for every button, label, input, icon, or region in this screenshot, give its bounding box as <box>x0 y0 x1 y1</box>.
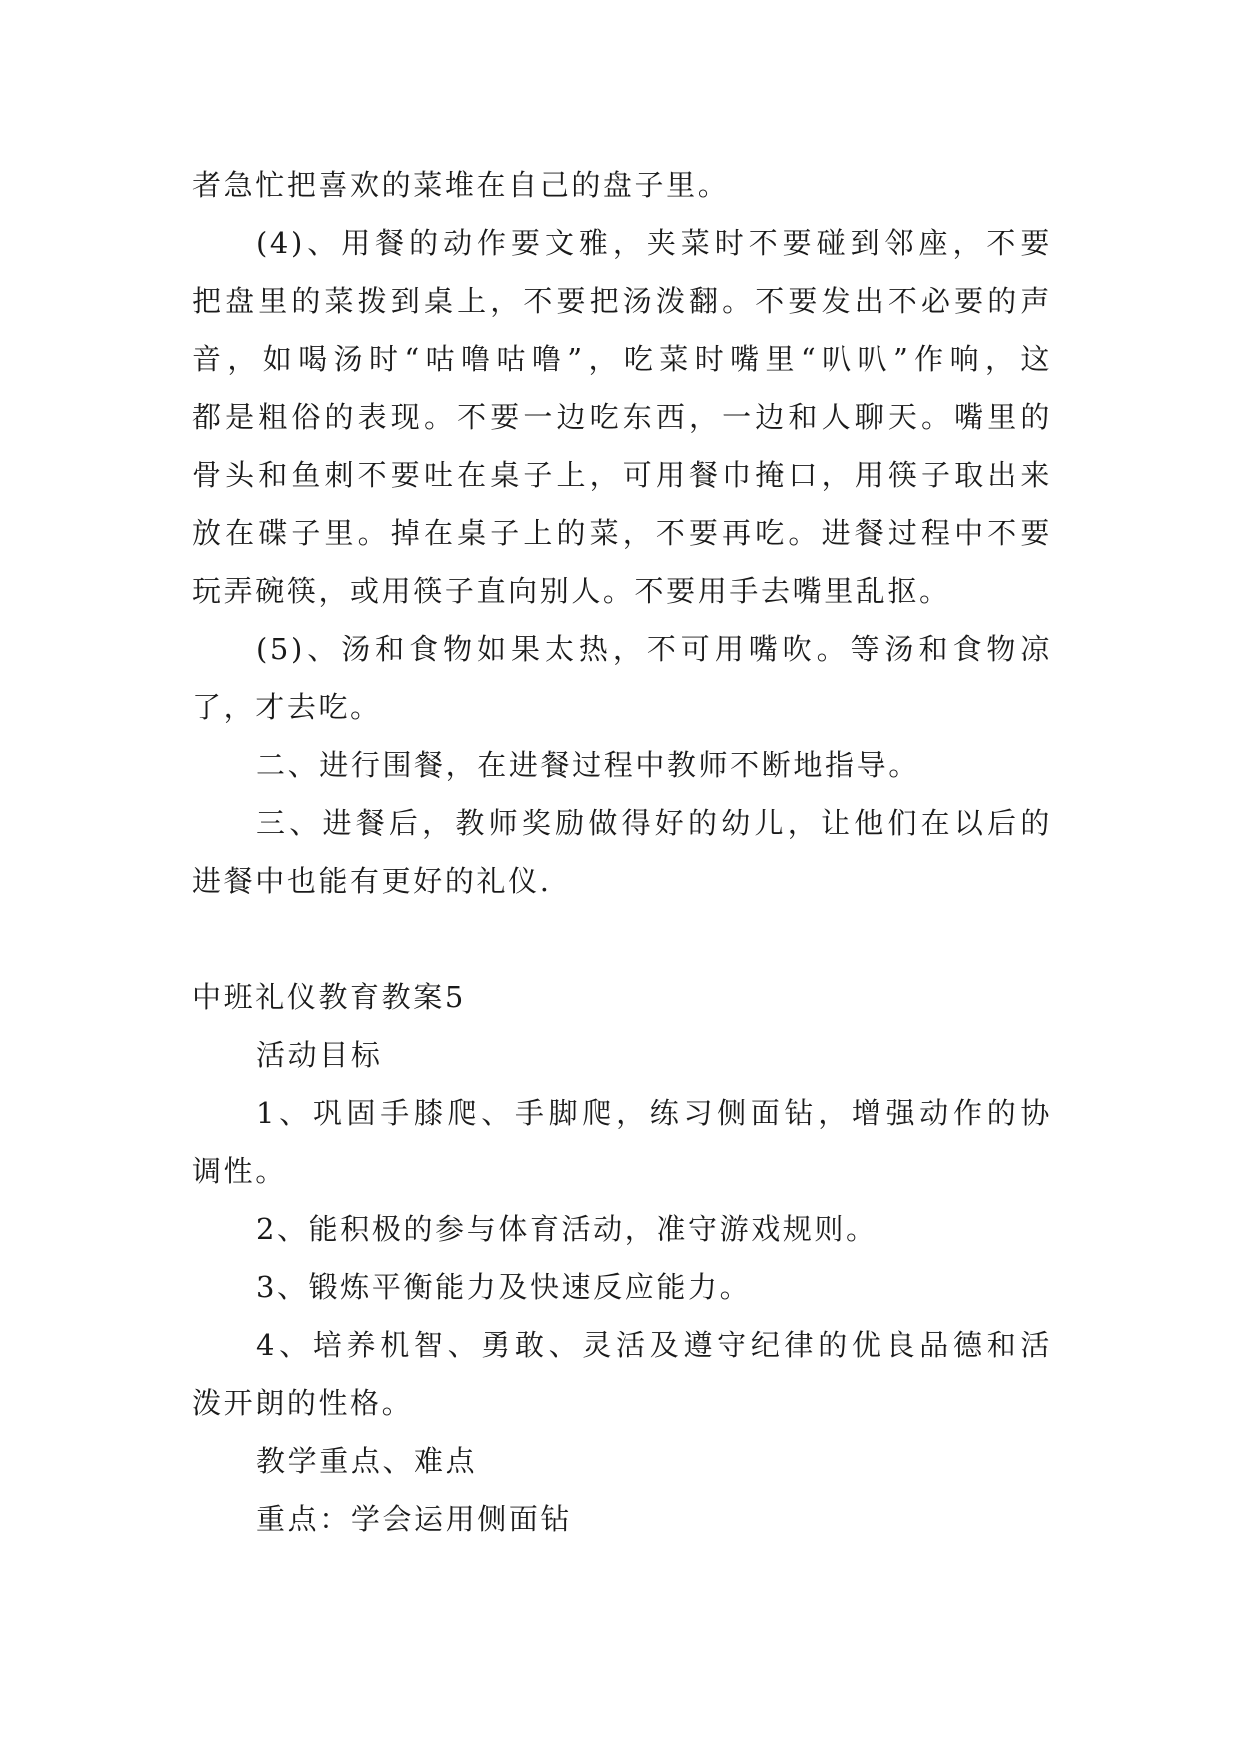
text-line: 二、进行围餐，在进餐过程中教师不断地指导。 <box>256 748 920 782</box>
text-line: 者急忙把喜欢的菜堆在自己的盘子里。 <box>192 168 730 202</box>
text-line: (5)、汤和食物如果太热，不可用嘴吹。等汤和食物凉 <box>256 632 1052 666</box>
text-line: 2、能积极的参与体育活动，准守游戏规则。 <box>256 1212 878 1246</box>
text-line: 1、巩固手膝爬、手脚爬，练习侧面钻，增强动作的协 <box>256 1096 1052 1130</box>
text-line: 3、锻炼平衡能力及快速反应能力。 <box>256 1270 752 1304</box>
subheading: 活动目标 <box>256 1038 383 1072</box>
text-line: 重点：学会运用侧面钻 <box>256 1502 573 1536</box>
text-line: 了，才去吃。 <box>192 690 382 724</box>
text-line: 把盘里的菜拨到桌上，不要把汤泼翻。不要发出不必要的声 <box>192 284 1052 318</box>
text-line: 都是粗俗的表现。不要一边吃东西，一边和人聊天。嘴里的 <box>192 400 1052 434</box>
subheading: 教学重点、难点 <box>256 1444 478 1478</box>
text-line: 进餐中也能有更好的礼仪. <box>192 864 552 898</box>
text-line: 骨头和鱼刺不要吐在桌子上，可用餐巾掩口，用筷子取出来 <box>192 458 1052 492</box>
text-line: 玩弄碗筷，或用筷子直向别人。不要用手去嘴里乱抠。 <box>192 574 951 608</box>
text-line: 三、进餐后，教师奖励做得好的幼儿，让他们在以后的 <box>256 806 1052 840</box>
text-line: 4、培养机智、勇敢、灵活及遵守纪律的优良品德和活 <box>256 1328 1052 1362</box>
section-title: 中班礼仪教育教案5 <box>192 980 466 1014</box>
text-line: 音，如喝汤时“咕噜咕噜”，吃菜时嘴里“叭叭”作响，这 <box>192 342 1052 376</box>
text-line: 调性。 <box>192 1154 287 1188</box>
text-line: 放在碟子里。掉在桌子上的菜，不要再吃。进餐过程中不要 <box>192 516 1052 550</box>
text-line: 泼开朗的性格。 <box>192 1386 414 1420</box>
text-line: (4)、用餐的动作要文雅，夹菜时不要碰到邻座，不要 <box>256 226 1052 260</box>
